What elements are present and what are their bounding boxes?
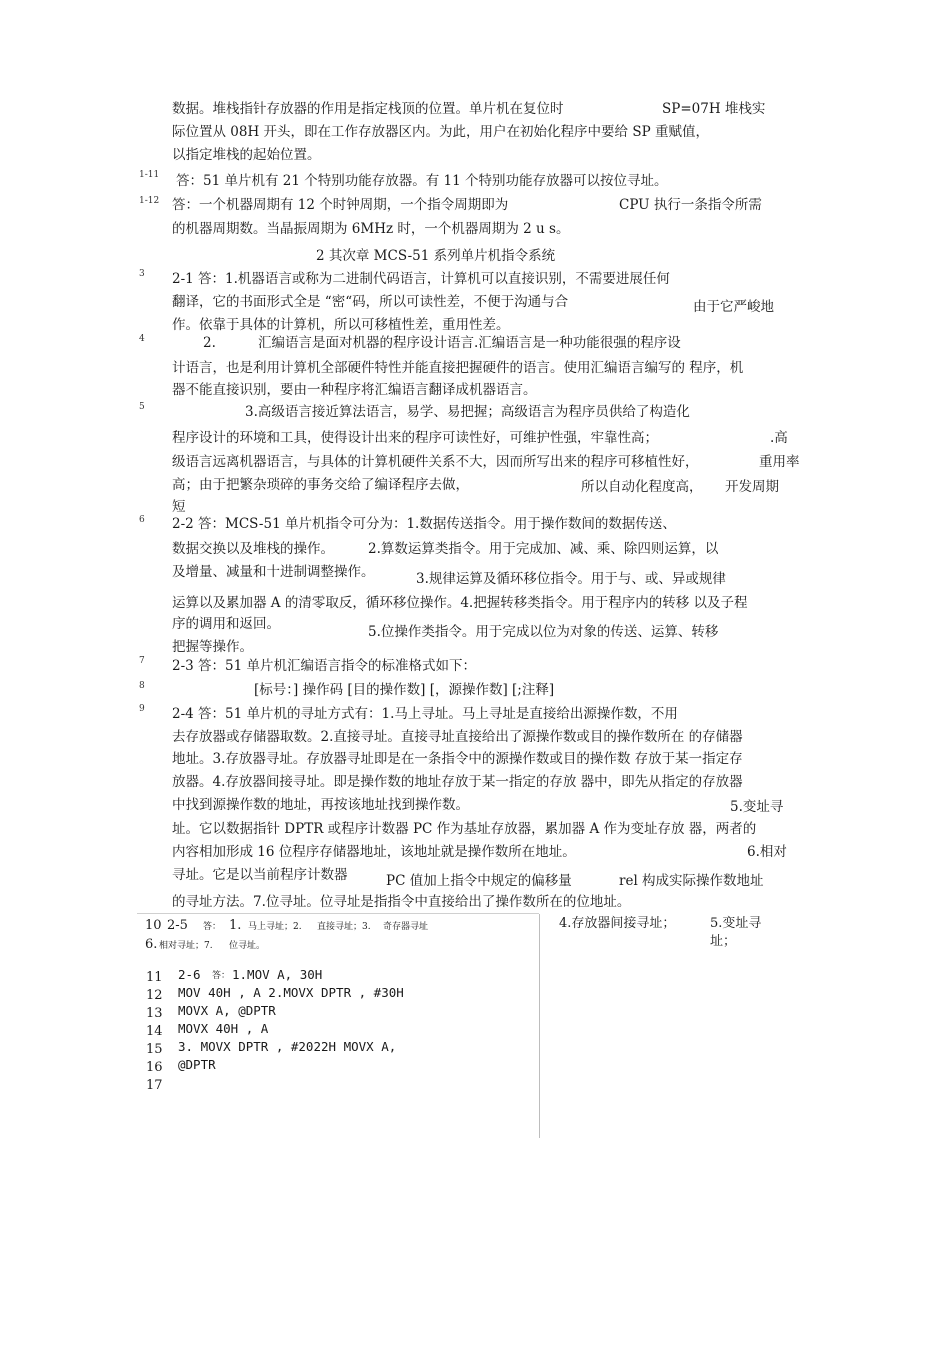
row-number: 16 bbox=[146, 1060, 163, 1075]
code-line: MOV 40H , A 2.MOVX DPTR , #30H bbox=[178, 985, 404, 1000]
row-number: 14 bbox=[146, 1024, 163, 1039]
text-line: 程序设计的环境和工具，使得设计出来的程序可读性好，可维护性强，牢靠性高； bbox=[172, 430, 658, 446]
code-line: MOVX A, @DPTR bbox=[178, 1003, 276, 1018]
answer-text: 马上寻址；2. bbox=[248, 922, 302, 932]
text-line: 2-2 答：MCS-51 单片机指令可分为：1.数据传送指令。用于操作数间的数据传送、 bbox=[172, 516, 676, 532]
text-line: 际位置从 08H 开头，即在工作存放器区内。为此，用户在初始化程序中要给 SP 重赋值， bbox=[172, 124, 709, 140]
row-number: 12 bbox=[146, 988, 163, 1003]
box-top-border bbox=[137, 913, 539, 914]
code-line: 1.MOV A, 30H bbox=[232, 967, 323, 982]
text-line: 计语言，也是利用计算机全部硬件特性并能直接把握硬件的语言。使用汇编语言编写的 程序，机 bbox=[172, 360, 744, 376]
text-line: .高 bbox=[770, 430, 788, 446]
row-number: 11 bbox=[146, 970, 163, 985]
answer-text: 1. bbox=[229, 918, 242, 933]
text-line: 数据。堆栈指针存放器的作用是指定栈顶的位置。单片机在复位时 bbox=[172, 101, 564, 117]
text-line: rel 构成实际操作数地址 bbox=[619, 873, 764, 889]
text-line: 翻译，它的书面形式全是 “密“码，所以可读性差，不便于沟通与合 bbox=[172, 294, 569, 310]
text-line: 汇编语言是面对机器的程序设计语言.汇编语言是一种功能很强的程序设 bbox=[258, 335, 681, 351]
text-line: 寻址。它是以当前程序计数器 bbox=[172, 867, 348, 883]
text-line: 的寻址方法。7.位寻址。位寻址是指指令中直接给出了操作数所在的位地址。 bbox=[172, 894, 631, 910]
text-line: 2-3 答：51 单片机汇编语言指令的标准格式如下： bbox=[172, 658, 476, 674]
line-number: 7 bbox=[139, 656, 145, 666]
text-line: 数据交换以及堆栈的操作。 bbox=[172, 541, 334, 557]
text-line: 高；由于把繁杂琐碎的事务交给了编译程序去做， bbox=[172, 477, 469, 493]
line-number: 8 bbox=[139, 681, 145, 691]
text-line: 答：51 单片机有 21 个特别功能存放器。有 11 个特别功能存放器可以按位寻址。 bbox=[176, 173, 668, 189]
text-line: 以指定堆栈的起始位置。 bbox=[172, 147, 321, 163]
text-line: 的机器周期数。当晶振周期为 6MHz 时，一个机器周期为 2 u s。 bbox=[172, 221, 570, 237]
right-cell-text: 5.变址寻 bbox=[710, 916, 762, 931]
text-line: 去存放器或存储器取数。2.直接寻址。直接寻址直接给出了源操作数或目的操作数所在 的存储器 bbox=[172, 729, 743, 745]
text-line: 内容相加形成 16 位程序存储器地址，该地址就是操作数所在地址。 bbox=[172, 844, 576, 860]
answer-text: 奇存器寻址 bbox=[383, 922, 429, 932]
text-line: SP=07H 堆栈实 bbox=[662, 101, 766, 117]
text-line: 5.变址寻 bbox=[730, 799, 784, 815]
code-label: 2-6 bbox=[178, 967, 201, 982]
text-line: 3.规律运算及循环移位指令。用于与、或、异或规律 bbox=[416, 571, 726, 587]
code-line: @DPTR bbox=[178, 1057, 216, 1072]
syntax-format-line: [标号：] 操作码 [目的操作数] [，源操作数] [;注释] bbox=[254, 682, 555, 698]
text-line: 址。它以数据指针 DPTR 或程序计数器 PC 作为基址存放器，累加器 A 作为变址存放 器，两者的 bbox=[172, 821, 757, 837]
text-line: 放器。4.存放器间接寻址。即是操作数的地址存放于某一指定的存放 器中，即先从指定的存放器 bbox=[172, 774, 743, 790]
text-line: CPU 执行一条指令所需 bbox=[619, 197, 762, 213]
text-line: 地址。3.存放器寻址。存放器寻址即是在一条指令中的源操作数或目的操作数 存放于某一指定存 bbox=[172, 751, 743, 767]
text-line: 2.算数运算类指令。用于完成加、减、乘、除四则运算，以 bbox=[368, 541, 719, 557]
text-line: 器不能直接识别，要由一种程序将汇编语言翻译成机器语言。 bbox=[172, 382, 537, 398]
right-cell-text: 4.存放器间接寻址； bbox=[559, 916, 676, 931]
row-number: 10 bbox=[145, 918, 162, 933]
line-number: 3 bbox=[139, 269, 145, 279]
code-line: MOVX 40H , A bbox=[178, 1021, 269, 1036]
answer-text: 6. bbox=[145, 937, 158, 952]
text-line: 级语言远离机器语言，与具体的计算机硬件关系不大，因而所写出来的程序可移植性好， bbox=[172, 454, 699, 470]
row-number: 13 bbox=[146, 1006, 163, 1021]
text-line: 6.相对 bbox=[747, 844, 787, 860]
row-number: 15 bbox=[146, 1042, 163, 1057]
text-line: PC 值加上指令中规定的偏移量 bbox=[386, 873, 572, 889]
section-title: 2 其次章 MCS-51 系列单片机指令系统 bbox=[316, 248, 556, 264]
answer-label: 2-5 bbox=[167, 918, 188, 933]
text-line: 及增量、减量和十进制调整操作。 bbox=[172, 564, 375, 580]
text-line: 2. bbox=[203, 335, 216, 351]
text-line: 2-1 答：1.机器语言或称为二进制代码语言，计算机可以直接识别，不需要进展任何 bbox=[172, 271, 670, 287]
text-line: 中找到源操作数的地址，再按该地址找到操作数。 bbox=[172, 797, 469, 813]
answer-text: 位寻址。 bbox=[229, 941, 266, 951]
text-line: 作。依靠于具体的计算机，所以可移植性差，重用性差。 bbox=[172, 317, 510, 333]
answer-text: 直接寻址；3. bbox=[317, 922, 371, 932]
right-cell-text: 址； bbox=[710, 934, 737, 949]
text-line: 开发周期 bbox=[725, 479, 779, 495]
answer-prefix: 答： bbox=[203, 922, 222, 932]
answer-text: 相对寻址；7. bbox=[159, 941, 213, 951]
text-line: 短 bbox=[172, 499, 186, 515]
box-divider bbox=[539, 914, 540, 1138]
line-number: 5 bbox=[139, 402, 145, 412]
text-line: 答：一个机器周期有 12 个时钟周期，一个指令周期即为 bbox=[172, 197, 509, 213]
text-line: 3.高级语言接近算法语言，易学、易把握；高级语言为程序员供给了构造化 bbox=[245, 404, 690, 420]
text-line: 序的调用和返回。 bbox=[172, 616, 280, 632]
code-prefix: 答： bbox=[212, 971, 231, 981]
line-number: 1-11 bbox=[139, 170, 160, 180]
text-line: 5.位操作类指令。用于完成以位为对象的传送、运算、转移 bbox=[368, 624, 719, 640]
line-number: 4 bbox=[139, 334, 145, 344]
row-number: 17 bbox=[146, 1078, 163, 1093]
text-line: 2-4 答：51 单片机的寻址方式有：1.马上寻址。马上寻址是直接给出源操作数，不用 bbox=[172, 706, 678, 722]
text-line: 重用率 bbox=[759, 454, 800, 470]
code-line: 3. MOVX DPTR , #2022H MOVX A, bbox=[178, 1039, 397, 1054]
line-number: 1-12 bbox=[139, 196, 160, 206]
text-line: 把握等操作。 bbox=[172, 639, 253, 655]
text-line: 运算以及累加器 A 的清零取反，循环移位操作。4.把握转移类指令。用于程序内的转移 以及子程 bbox=[172, 595, 748, 611]
text-line: 由于它严峻地 bbox=[693, 299, 774, 315]
line-number: 9 bbox=[139, 704, 145, 714]
text-line: 所以自动化程度高， bbox=[581, 479, 703, 495]
line-number: 6 bbox=[139, 515, 145, 525]
